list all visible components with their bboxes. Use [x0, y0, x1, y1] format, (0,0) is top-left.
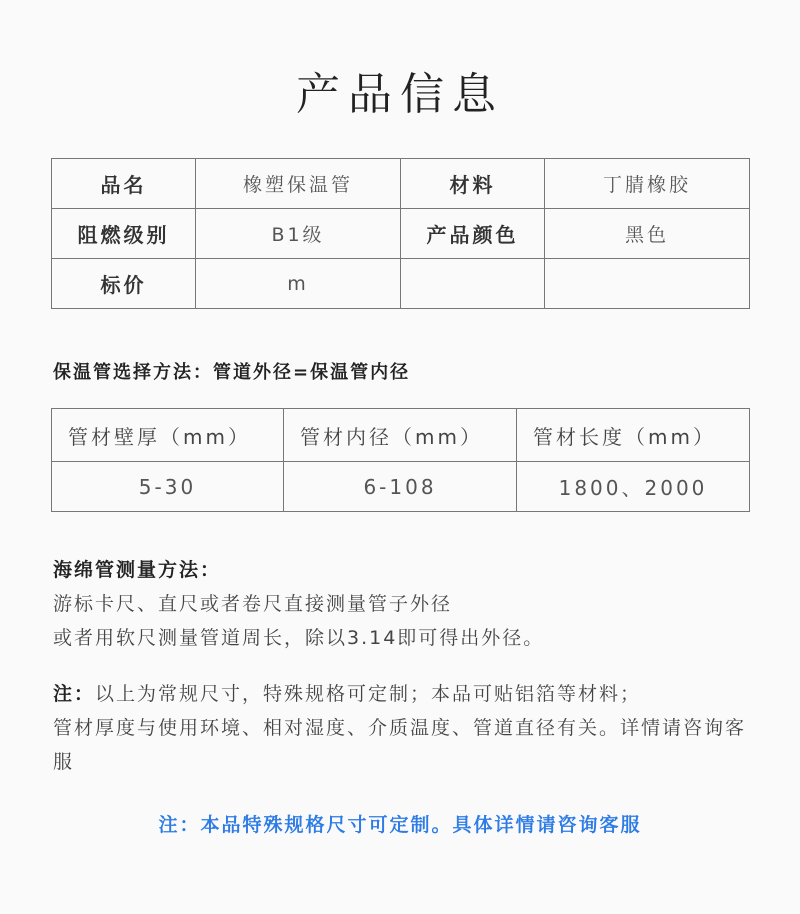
note-text-1: 以上为常规尺寸，特殊规格可定制；本品可贴铝箔等材料； [95, 683, 642, 705]
table-header-row [52, 409, 750, 462]
measure-section [53, 553, 753, 655]
note-line-1 [53, 677, 753, 711]
label-cell [401, 259, 545, 309]
header-cell: 管材壁厚（mm） [52, 409, 284, 462]
table-row [52, 259, 750, 309]
selection-method-text: 保温管选择方法：管道外径=保温管内径 [53, 362, 411, 383]
label-cell: 材料 [401, 159, 545, 209]
measure-heading: 海绵管测量方法： [53, 559, 222, 581]
value-cell: 黑色 [545, 209, 750, 259]
value-cell: B1级 [196, 209, 401, 259]
label-cell: 阻燃级别 [52, 209, 196, 259]
note-line-2: 管材厚度与使用环境、相对湿度、介质温度、管道直径有关。详情请咨询客服 [53, 717, 747, 773]
table-row [52, 462, 750, 512]
measure-line-2: 或者用软尺测量管道周长，除以3.14即可得出外径。 [53, 627, 545, 649]
footer-note: 注：本品特殊规格尺寸可定制。具体详情请咨询客服 [158, 814, 642, 836]
value-cell: 丁腈橡胶 [545, 159, 750, 209]
size-table [51, 408, 750, 512]
page-title: 产品信息 [296, 69, 504, 120]
header-cell: 管材内径（mm） [284, 409, 517, 462]
value-cell: 6-108 [284, 462, 517, 512]
note-label: 注： [53, 683, 96, 705]
label-cell: 标价 [52, 259, 196, 309]
table-row [52, 159, 750, 209]
value-cell: 1800、2000 [517, 462, 750, 512]
measure-line-1: 游标卡尺、直尺或者卷尺直接测量管子外径 [53, 593, 453, 615]
value-cell [545, 259, 750, 309]
label-cell: 产品颜色 [401, 209, 545, 259]
note-section [53, 677, 753, 779]
label-cell: 品名 [52, 159, 196, 209]
value-cell: m [196, 259, 401, 309]
value-cell: 5-30 [52, 462, 284, 512]
header-cell: 管材长度（mm） [517, 409, 750, 462]
product-info-table [51, 158, 750, 309]
table-row [52, 209, 750, 259]
value-cell: 橡塑保温管 [196, 159, 401, 209]
